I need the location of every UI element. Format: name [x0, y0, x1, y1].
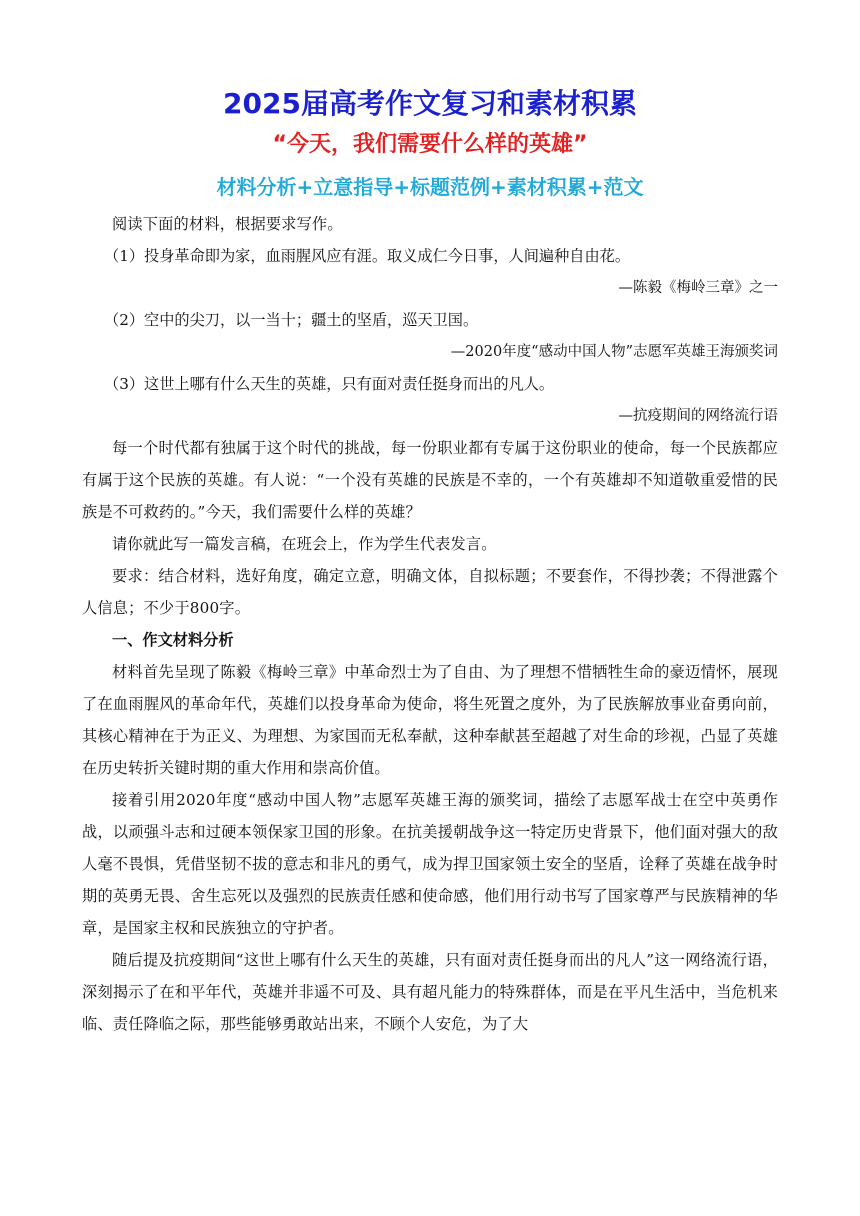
prompt-context: 每一个时代都有独属于这个时代的挑战，每一份职业都有专属于这份职业的使命，每一个民族都应有属于这个民族的英雄。有人说：“一个没有英雄的民族是不幸的，一个有英雄却不知道敬重爱惜的民族是不可救药的。”今天，我们需要什么样的英雄？ [82, 439, 778, 521]
prompt-requirements: 要求：结合材料，选好角度，确定立意，明确文体，自拟标题；不要套作，不得抄袭；不得泄露个人信息；不少于800字。 [82, 567, 778, 617]
section-1-paragraph-2: 接着引用2020年度“感动中国人物”志愿军英雄王海的颁奖词，描绘了志愿军战士在空中英勇作战，以顽强斗志和过硬本领保家卫国的形象。在抗美援朝战争这一特定历史背景下，他们面对强大的敌人毫不畏惧，凭借坚韧不拔的意志和非凡的勇气，成为捍卫国家领土安全的坚盾，诠释了英雄在战争时期的英勇无畏、舍生忘死以及强烈的民族责任感和使命感，他们用行动书写了国家尊严与民族精神的华章，是国家主权和民族独立的守护者。 [82, 791, 778, 937]
prompt-task: 请你就此写一篇发言稿，在班会上，作为学生代表发言。 [112, 535, 497, 553]
prompt-intro: 阅读下面的材料，根据要求写作。 [112, 215, 343, 233]
quote-2-text: （2）空中的尖刀，以一当十；疆土的坚盾，巡天卫国。 [104, 311, 479, 329]
document-tagline: 材料分析+立意指导+标题范例+素材积累+范文 [216, 175, 644, 199]
document-subtitle: “今天，我们需要什么样的英雄” [272, 132, 588, 157]
quote-1-source: —陈毅《梅岭三章》之一 [618, 280, 778, 296]
document-title: 2025届高考作文复习和素材积累 [223, 87, 637, 120]
quote-3-source: —抗疫期间的网络流行语 [618, 408, 778, 424]
quote-3-text: （3）这世上哪有什么天生的英雄，只有面对责任挺身而出的凡人。 [104, 375, 555, 393]
quote-1-text: （1）投身革命即为家，血雨腥风应有涯。取义成仁今日事，人间遍种自由花。 [104, 247, 631, 265]
quote-2-source: —2020年度“感动中国人物”志愿军英雄王海颁奖词 [450, 344, 778, 360]
section-1-paragraph-3: 随后提及抗疫期间“这世上哪有什么天生的英雄，只有面对责任挺身而出的凡人”这一网络流行语，深刻揭示了在和平年代，英雄并非遥不可及、具有超凡能力的特殊群体，而是在平凡生活中，当危机来临、责任降临之际，那些能够勇敢站出来，不顾个人安危，为了大 [82, 951, 778, 1033]
section-1-heading: 一、作文材料分析 [112, 631, 234, 649]
section-1-paragraph-1: 材料首先呈现了陈毅《梅岭三章》中革命烈士为了自由、为了理想不惜牺牲生命的豪迈情怀，展现了在血雨腥风的革命年代，英雄们以投身革命为使命，将生死置之度外，为了民族解放事业奋勇向前，其核心精神在于为正义、为理想、为家国而无私奉献，这种奉献甚至超越了对生命的珍视，凸显了英雄在历史转折关键时期的重大作用和崇高价值。 [82, 663, 778, 777]
